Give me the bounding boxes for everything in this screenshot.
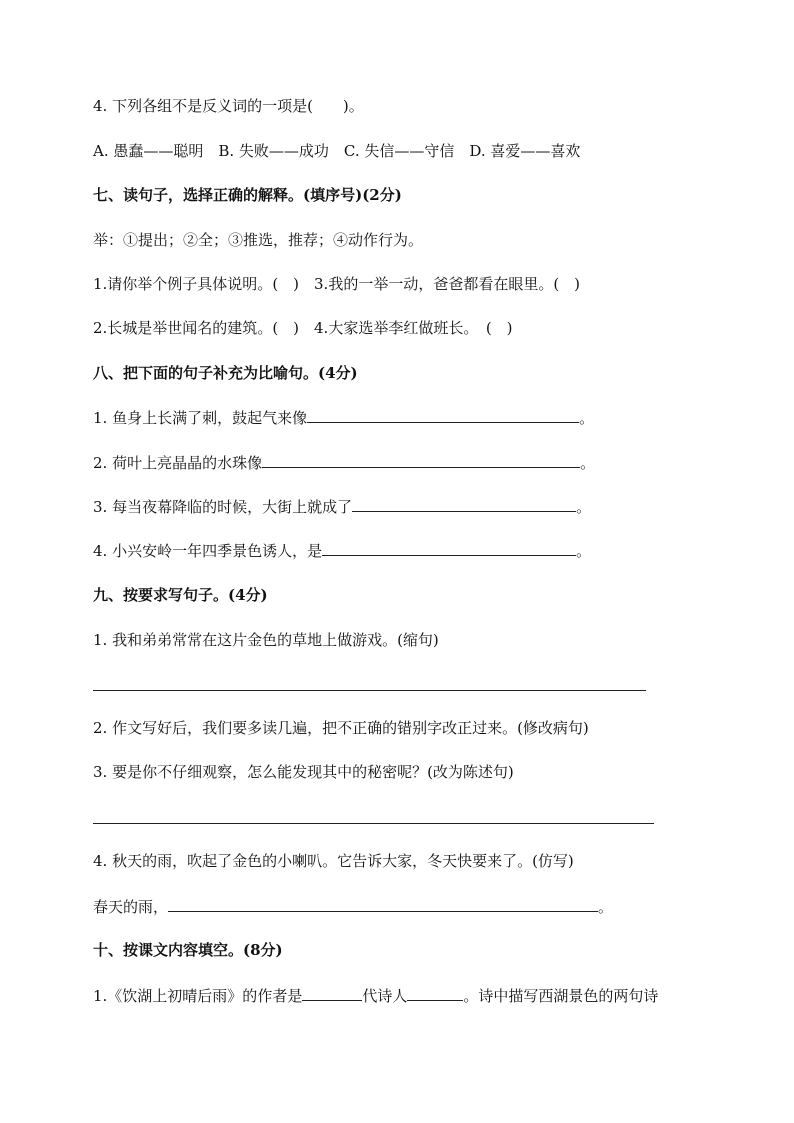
section-7-row-2: 2.长城是举世闻名的建筑。( ) 4.大家选举李红做班长。 ( ) xyxy=(93,319,513,337)
section-9-heading: 九、按要求写句子。(4分) xyxy=(93,586,268,604)
question-6-item-4: 4. 下列各组不是反义词的一项是( )。 xyxy=(93,97,364,115)
section-9-item-2: 2. 作文写好后，我们要多读几遍，把不正确的错别字改正过来。(修改病句) xyxy=(93,719,589,737)
section-9-item-3: 3. 要是你不仔细观察，怎么能发现其中的秘密呢？(改为陈述句) xyxy=(93,763,514,781)
question-6-options: A. 愚蠢——聪明 B. 失败——成功 C. 失信——守信 D. 喜爱——喜欢 xyxy=(93,142,581,160)
section-7-heading: 七、读句子，选择正确的解释。(填序号)(2分) xyxy=(93,186,402,204)
answer-blank[interactable] xyxy=(407,984,463,1001)
answer-blank[interactable] xyxy=(262,451,580,468)
answer-blank[interactable] xyxy=(168,895,598,912)
section-9-imitate: 春天的雨， 。 xyxy=(93,895,613,918)
section-9-item-1: 1. 我和弟弟常常在这片金色的草地上做游戏。(缩句) xyxy=(93,631,439,649)
answer-line[interactable] xyxy=(93,690,646,691)
section-7-row-1: 1.请你举个例子具体说明。( ) 3.我的一举一动，爸爸都看在眼里。( ) xyxy=(93,275,581,293)
answer-blank[interactable] xyxy=(322,539,576,556)
answer-blank[interactable] xyxy=(352,495,576,512)
answer-line[interactable] xyxy=(93,823,654,824)
section-8-item-1: 1. 鱼身上长满了刺，鼓起气来像 。 xyxy=(93,406,594,429)
answer-blank[interactable] xyxy=(302,984,362,1001)
section-9-item-4: 4. 秋天的雨，吹起了金色的小喇叭。它告诉大家，冬天快要来了。(仿写) xyxy=(93,852,574,870)
section-7-definition: 举：①提出；②全；③推选，推荐；④动作行为。 xyxy=(93,231,424,249)
section-10-heading: 十、按课文内容填空。(8分) xyxy=(93,941,283,959)
section-8-item-4: 4. 小兴安岭一年四季景色诱人，是 。 xyxy=(93,539,591,562)
section-8-heading: 八、把下面的句子补充为比喻句。(4分) xyxy=(93,364,358,382)
section-8-item-2: 2. 荷叶上亮晶晶的水珠像 。 xyxy=(93,451,595,474)
answer-blank[interactable] xyxy=(307,406,579,423)
section-10-item-1: 1.《饮湖上初晴后雨》的作者是 代诗人 。诗中描写西湖景色的两句诗 xyxy=(93,984,658,1007)
section-8-item-3: 3. 每当夜幕降临的时候，大街上就成了 。 xyxy=(93,495,591,518)
